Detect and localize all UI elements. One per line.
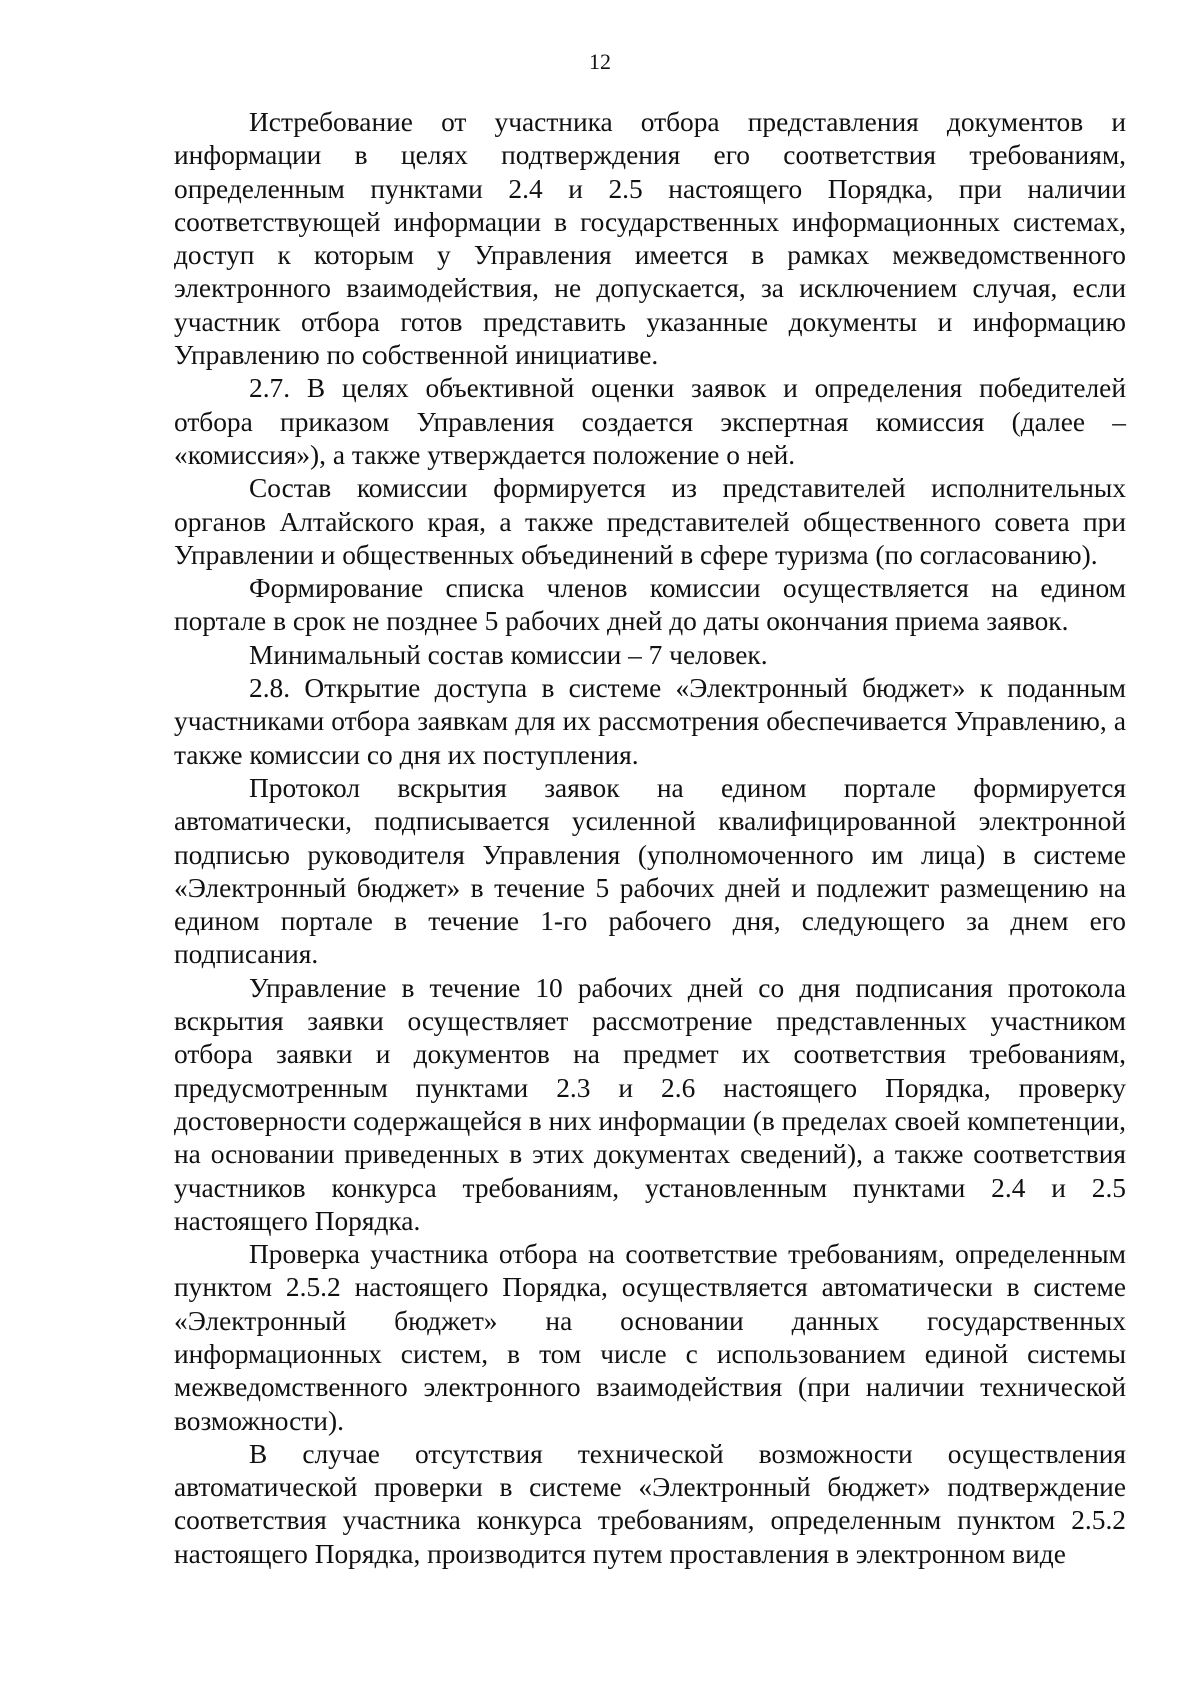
paragraph: Проверка участника отбора на соответствие требованиям, определенным пунктом 2.5.2 настоящего Порядка, осуществляется автоматически в системе «Электронный бюджет» на основании данных государственных информационных систем, в том числе с использованием единой системы межведомственного электронного взаимодействия (при наличии технической возможности). (174, 1239, 1126, 1436)
paragraph: Управление в течение 10 рабочих дней со дня подписания протокола вскрытия заявки осуществляет рассмотрение представленных участником отбора заявки и документов на предмет их соответствия требованиям, предусмотренным пунктами 2.3 и 2.6 настоящего Порядка, проверку достоверности содержащейся в них информации (в пределах своей компетенции, на основании приведенных в этих документах сведений), а также соответствия участников конкурса требованиям, установленным пунктами 2.4 и 2.5 настоящего Порядка. (174, 972, 1126, 1236)
page-number: 12 (589, 49, 611, 74)
paragraph: Минимальный состав комиссии – 7 человек. (249, 639, 768, 670)
paragraph: Формирование списка членов комиссии осуществляется на едином портале в срок не позднее 5 рабочих дней до даты окончания приема заявок. (174, 573, 1126, 637)
paragraph: 2.8. Открытие доступа в системе «Электронный бюджет» к поданным участниками отбора заявкам для их рассмотрения обеспечивается Управлению, а также комиссии со дня их поступления. (174, 673, 1126, 770)
document-body (174, 106, 1126, 1571)
paragraph: В случае отсутствия технической возможности осуществления автоматической проверки в системе «Электронный бюджет» подтверждение соответствия участника конкурса требованиям, определенным пунктом 2.5.2 настоящего Порядка, производится путем проставления в электронном виде (174, 1438, 1126, 1569)
paragraph: Истребование от участника отбора представления документов и информации в целях подтверждения его соответствия требованиям, определенным пунктами 2.4 и 2.5 настоящего Порядка, при наличии соответствующей информации в государственных информационных системах, доступ к которым у Управления имеется в рамках межведомственного электронного взаимодействия, не допускается, за исключением случая, если участник отбора готов представить указанные документы и информацию Управлению по собственной инициативе. (174, 107, 1126, 371)
paragraph: Состав комиссии формируется из представителей исполнительных органов Алтайского края, а также представителей общественного совета при Управлении и общественных объединений в сфере туризма (по согласованию). (174, 473, 1126, 570)
paragraph: 2.7. В целях объективной оценки заявок и определения победителей отбора приказом Управления создается экспертная комиссия (далее – «комиссия»), а также утверждается положение о ней. (174, 373, 1126, 470)
paragraph: Протокол вскрытия заявок на едином портале формируется автоматически, подписывается усиленной квалифицированной электронной подписью руководителя Управления (уполномоченного им лица) в системе «Электронный бюджет» в течение 5 рабочих дней и подлежит размещению на едином портале в течение 1-го рабочего дня, следующего за днем его подписания. (174, 772, 1126, 970)
